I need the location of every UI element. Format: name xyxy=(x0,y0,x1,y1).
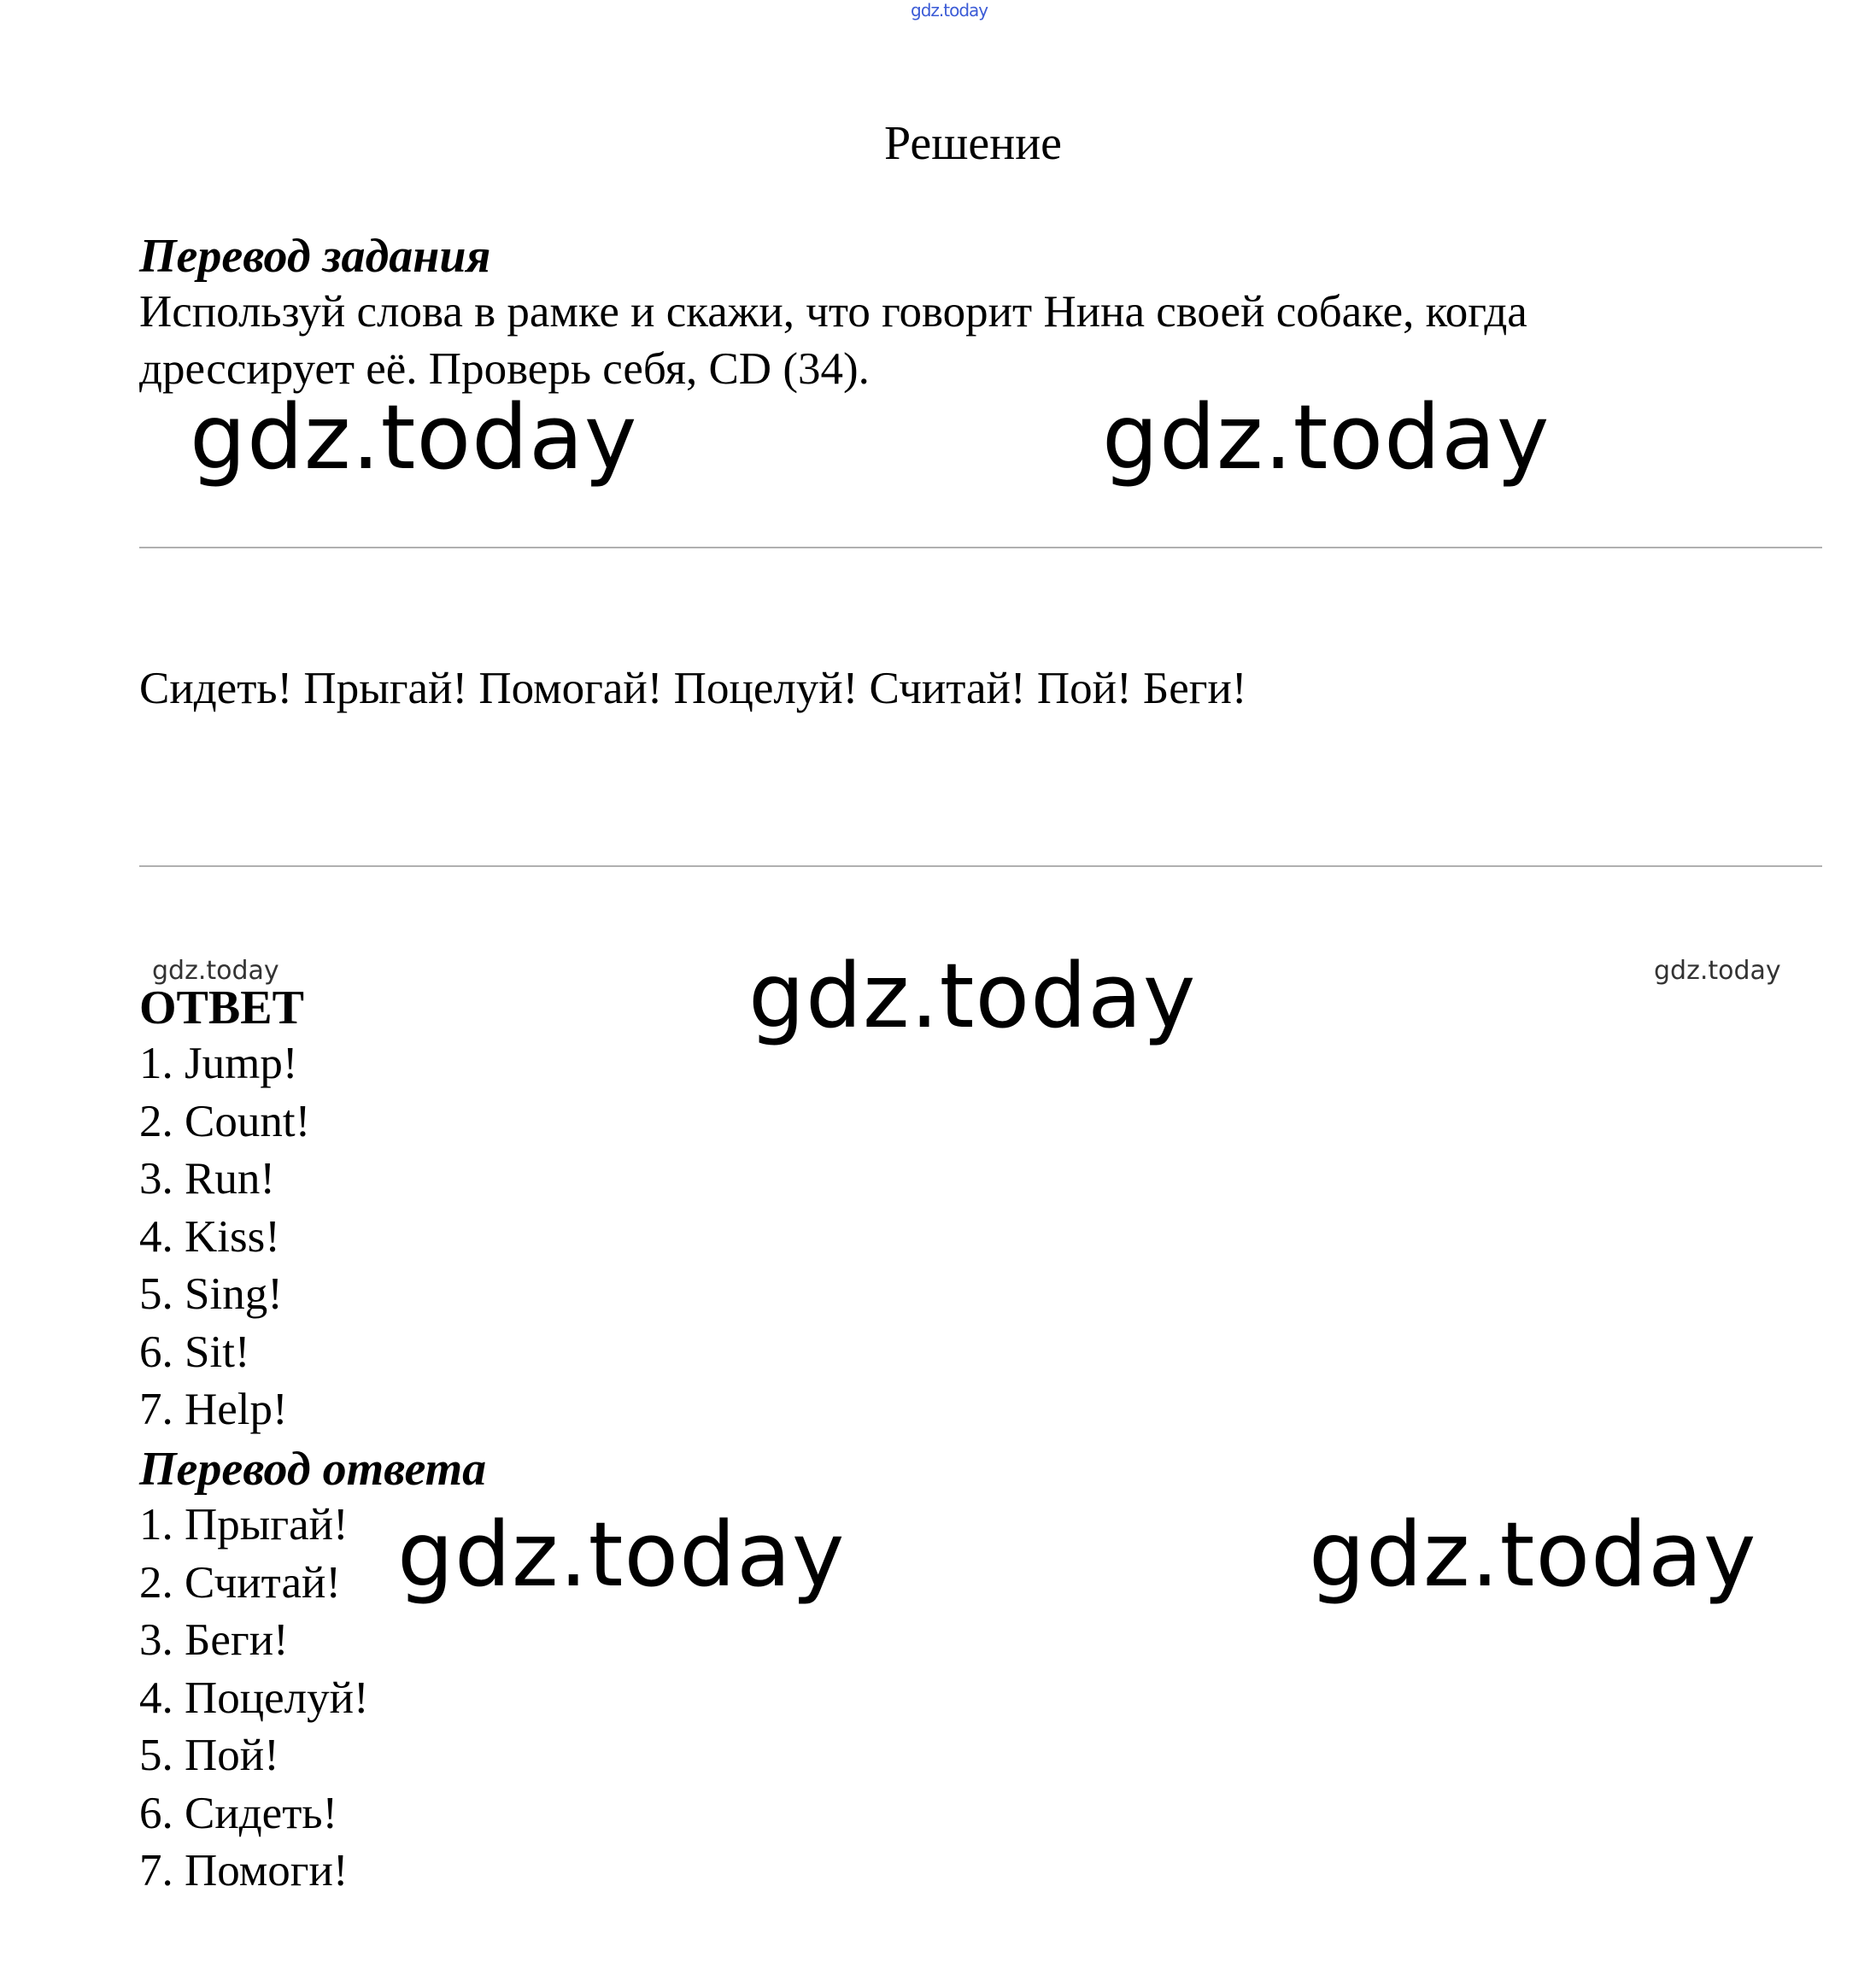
translation-item: 6. Сидеть! xyxy=(139,1788,338,1838)
task-line-2: дрессирует её. Проверь себя, CD (34). xyxy=(139,344,870,394)
answer-list xyxy=(139,1035,310,1439)
translation-item: 2. Считай! xyxy=(139,1557,342,1608)
watermark-large-4: gdz.today xyxy=(397,1503,846,1607)
translation-item: 5. Пой! xyxy=(139,1731,279,1780)
watermark-large-3: gdz.today xyxy=(748,944,1197,1048)
divider-top xyxy=(139,547,1822,548)
task-line-1: Используй слова в рамке и скажи, что говорит Нина своей собаке, когда xyxy=(139,287,1527,337)
watermark-small-left: gdz.today xyxy=(152,956,279,986)
answer-translation-list xyxy=(139,1497,369,1901)
answer-heading: ОТВЕТ xyxy=(139,981,304,1034)
answer-translation-heading: Перевод ответа xyxy=(139,1443,487,1496)
answer-item: 1. Jump! xyxy=(139,1039,298,1088)
translation-item: 4. Поцелуй! xyxy=(139,1673,369,1723)
divider-bottom xyxy=(139,865,1822,867)
translation-item: 7. Помоги! xyxy=(139,1846,349,1895)
watermark-large-1: gdz.today xyxy=(190,385,638,489)
watermark-large-5: gdz.today xyxy=(1309,1503,1757,1607)
words-box-text: Сидеть! Прыгай! Помогай! Поцелуй! Считай! Пой! Беги! xyxy=(139,664,1247,713)
answer-item: 6. Sit! xyxy=(139,1327,250,1377)
answer-item: 5. Sing! xyxy=(139,1269,283,1319)
task-heading: Перевод задания xyxy=(139,230,491,283)
watermark-top: gdz.today xyxy=(911,0,988,21)
page-title: Решение xyxy=(884,117,1063,170)
watermark-large-2: gdz.today xyxy=(1102,385,1551,489)
watermark-small-right: gdz.today xyxy=(1654,956,1781,986)
answer-item: 7. Help! xyxy=(139,1385,288,1434)
translation-item: 3. Беги! xyxy=(139,1615,289,1665)
answer-item: 3. Run! xyxy=(139,1154,275,1204)
answer-item: 2. Count! xyxy=(139,1096,311,1146)
answer-item: 4. Kiss! xyxy=(139,1211,280,1262)
translation-item: 1. Прыгай! xyxy=(139,1500,349,1550)
task-text xyxy=(139,284,1527,398)
